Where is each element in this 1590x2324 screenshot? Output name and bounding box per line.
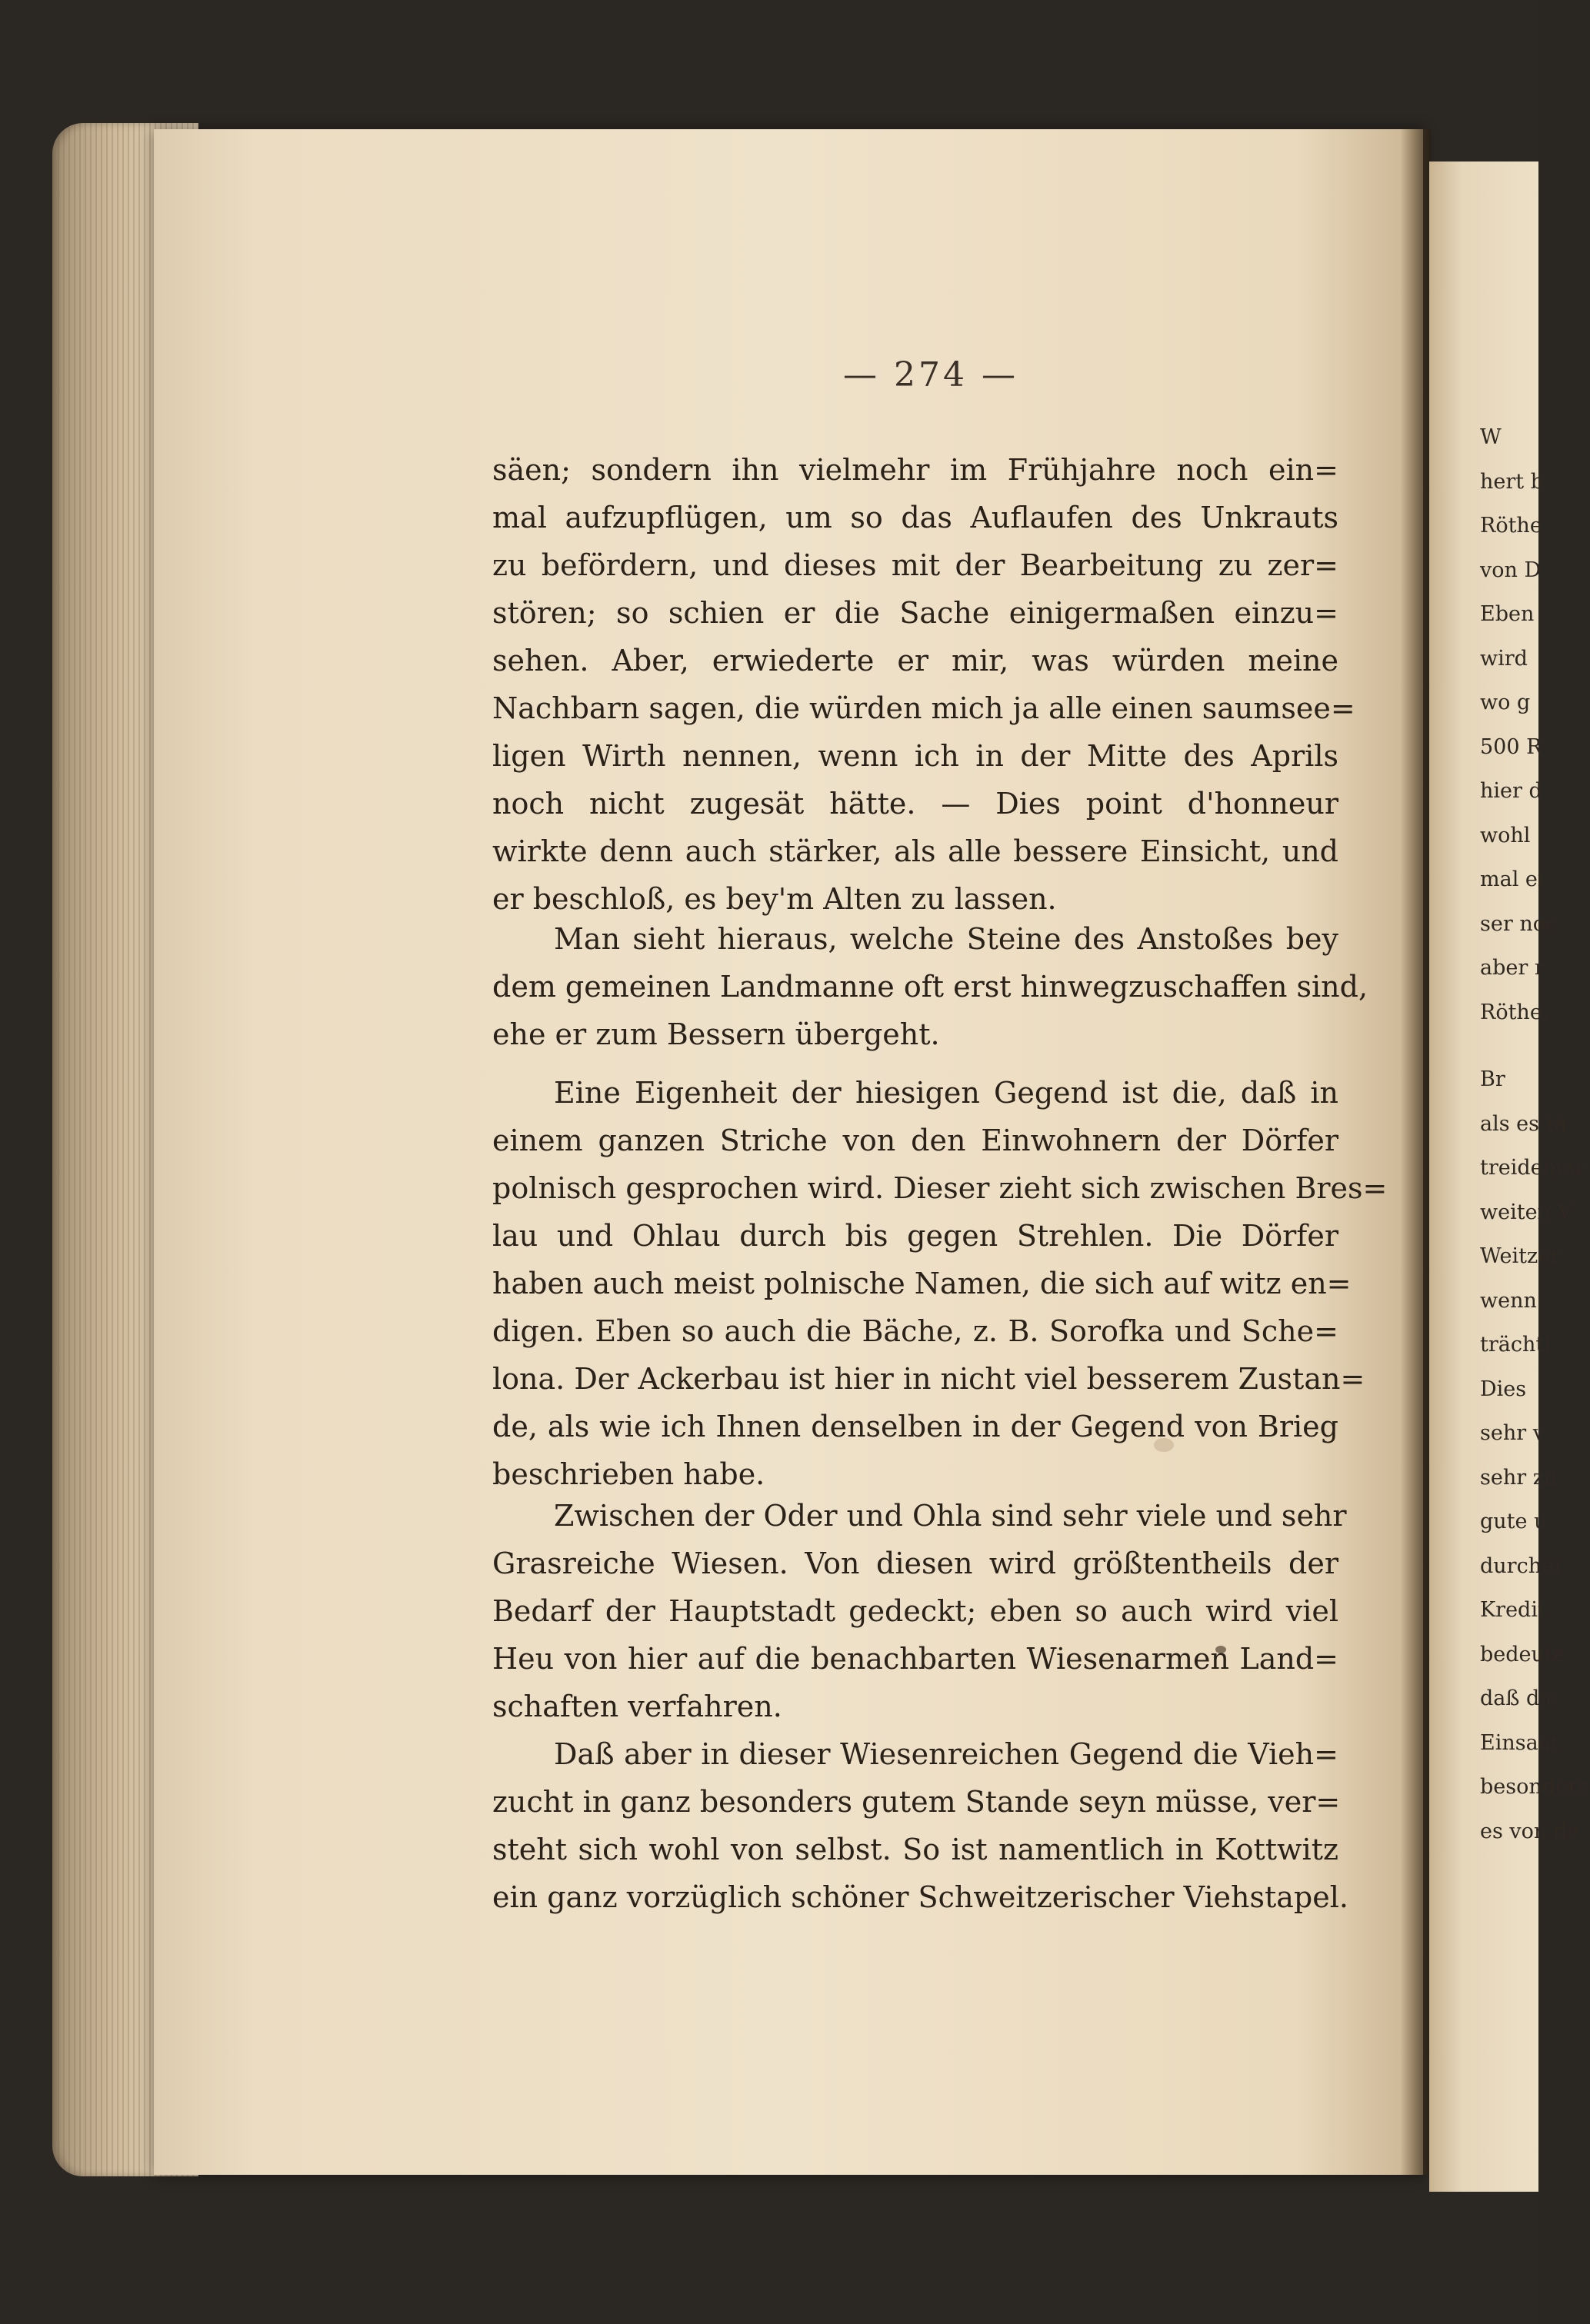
book-gutter <box>1400 129 1431 2175</box>
text-line: Eine Eigenheit der hiesigen Gegend ist die, daß in <box>554 1076 1338 1110</box>
text-line: zu befördern, und dieses mit der Bearbeitung zu zer= <box>492 548 1338 582</box>
right-page-line-fragment: treidemar <box>1480 1156 1585 1180</box>
text-line: einem ganzen Striche von den Einwohnern der Dörfer <box>492 1124 1338 1157</box>
right-page-line-fragment: es von de <box>1480 1819 1580 1843</box>
right-page-line-fragment: bedeute <box>1480 1642 1565 1666</box>
right-page-line-fragment: von D <box>1480 558 1542 582</box>
right-page-line-fragment: Röthe, <box>1480 1000 1549 1024</box>
text-line: er beschloß, es bey'm Alten zu lassen. <box>492 882 1057 916</box>
right-page-line-fragment: Dies <box>1480 1377 1527 1401</box>
right-page-line-fragment: wohl <box>1480 823 1531 847</box>
text-line: Grasreiche Wiesen. Von diesen wird größtentheils der <box>492 1547 1338 1580</box>
text-line: Zwischen der Oder und Ohla sind sehr viele und sehr <box>554 1499 1347 1533</box>
right-page-line-fragment: Röthe <box>1480 514 1542 538</box>
text-line: haben auch meist polnische Namen, die sich auf witz en= <box>492 1267 1352 1300</box>
text-line: Bedarf der Hauptstadt gedeckt; eben so auch wird viel <box>492 1594 1338 1628</box>
right-page-line-fragment: wird <box>1480 646 1528 671</box>
right-page-text-fragments <box>1480 415 1590 1853</box>
right-page <box>1429 161 1590 2192</box>
right-page-line-fragment: weiten V <box>1480 1200 1573 1224</box>
right-page-line-fragment: besondere <box>1480 1775 1590 1799</box>
text-line: zucht in ganz besonders gutem Stande seyn müsse, ver= <box>492 1785 1341 1819</box>
right-page-line-fragment: sehr zu <box>1480 1465 1558 1490</box>
right-page-line-fragment: ser noc <box>1480 911 1558 936</box>
right-page-line-fragment: 500 R <box>1480 734 1542 759</box>
right-page-line-fragment: W <box>1480 425 1502 449</box>
right-page-line-fragment: trächtl <box>1480 1333 1551 1357</box>
right-page-line-fragment: als es tä <box>1480 1111 1567 1136</box>
right-page-line-fragment: hier d <box>1480 779 1542 803</box>
right-page-line-fragment: daß die <box>1480 1686 1558 1710</box>
text-line: Heu von hier auf die benachbarten Wiesenarmen Land= <box>492 1642 1338 1676</box>
text-line: schaften verfahren. <box>492 1690 782 1723</box>
text-line: beschrieben habe. <box>492 1457 765 1491</box>
paragraph <box>492 1730 1348 1921</box>
right-page-line-fragment: mal ei <box>1480 867 1545 891</box>
right-page-line-fragment: wenn <box>1480 1288 1537 1313</box>
right-page-line-fragment: aber r <box>1480 956 1545 980</box>
paragraph <box>492 1069 1388 1498</box>
text-line: mal aufzupflügen, um so das Auflaufen des Unkrauts <box>492 501 1338 534</box>
text-line: sehen. Aber, erwiederte er mir, was würden meine <box>492 644 1338 678</box>
page-number: — 274 — <box>843 355 1018 395</box>
paragraph <box>492 1492 1347 1730</box>
right-page-line-fragment: Eben <box>1480 602 1535 626</box>
text-line: ligen Wirth nennen, wenn ich in der Mitte des Aprils <box>492 739 1338 773</box>
text-line: ehe er zum Bessern übergeht. <box>492 1017 940 1051</box>
text-line: dem gemeinen Landmanne oft erst hinwegzuschaffen sind, <box>492 970 1368 1004</box>
right-page-line-fragment: wo g <box>1480 691 1531 714</box>
right-page-line-fragment: Weitzer <box>1480 1244 1561 1268</box>
text-line: Nachbarn sagen, die würden mich ja alle einen saumsee= <box>492 691 1355 725</box>
text-line: stören; so schien er die Sache einigermaßen einzu= <box>492 596 1338 630</box>
text-line: lau und Ohlau durch bis gegen Strehlen. Die Dörfer <box>492 1219 1338 1253</box>
text-line: steht sich wohl von selbst. So ist namentlich in Kottwitz <box>492 1833 1338 1866</box>
paragraph <box>492 915 1368 1058</box>
text-line: de, als wie ich Ihnen denselben in der Gegend von Brieg <box>492 1410 1338 1443</box>
text-line: Man sieht hieraus, welche Steine des Anstoßes bey <box>554 922 1338 956</box>
text-line: lona. Der Ackerbau ist hier in nicht viel besserem Zustan= <box>492 1362 1365 1396</box>
right-page-line-fragment: Br <box>1480 1067 1505 1091</box>
text-line: digen. Eben so auch die Bäche, z. B. Sorofka und Sche= <box>492 1314 1338 1348</box>
paragraph <box>492 446 1355 923</box>
text-line: säen; sondern ihn vielmehr im Frühjahre noch ein= <box>492 453 1338 487</box>
right-page-line-fragment <box>1480 1034 1557 1057</box>
text-line: noch nicht zugesät hätte. — Dies point d'honneur <box>492 787 1338 821</box>
text-line: ein ganz vorzüglich schöner Schweitzerischer Viehstapel. <box>492 1880 1348 1914</box>
right-page-line-fragment: Kredit <box>1480 1598 1546 1622</box>
text-line: wirkte denn auch stärker, als alle bessere Einsicht, und <box>492 834 1338 868</box>
right-page-line-fragment: hert b <box>1480 469 1544 494</box>
right-page-line-fragment: Einsaat <box>1480 1730 1559 1755</box>
right-page-line-fragment: durchei <box>1480 1553 1561 1578</box>
right-page-line-fragment: gute u <box>1480 1510 1548 1533</box>
text-line: Daß aber in dieser Wiesenreichen Gegend die Vieh= <box>554 1737 1338 1771</box>
right-page-line-fragment: sehr v <box>1480 1421 1545 1445</box>
text-line: polnisch gesprochen wird. Dieser zieht sich zwischen Bres= <box>492 1171 1388 1205</box>
